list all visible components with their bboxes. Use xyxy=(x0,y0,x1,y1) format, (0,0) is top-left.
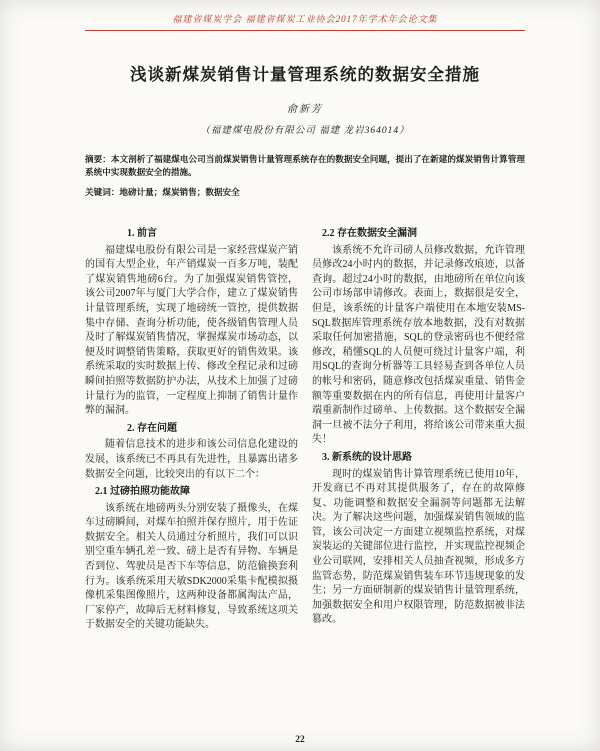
author-name: 俞新芳 xyxy=(287,104,323,115)
abstract-block xyxy=(85,153,525,179)
subsection-heading-security-hole: 2.2 存在数据安全漏洞 xyxy=(322,228,417,239)
paragraph-security-hole: 该系统不允许司磅人员修改数据，允许管理员修改24小时内的数据，并记录修改痕迹，以备查询。超过24小时的数据，由地磅所在单位向该公司市场部申请修改。表面上，数据很是安全，但是，该系统的计量客户端使用在本地安装MS-SQL数据库管理系统存放本地数据，没有对数据采取任何加密措施，SQL的登录密码也不便经常修改，稍懂SQL的人员便可绕过计量客户端，利用SQL的查询分析器等工具轻易查到各单位人员的帐号和密码，随意修改包括煤炭重量、销售金额等重要数据在内的所有信息，再使用计量客户端重新制作过磅单、上传数据。这个数据安全漏洞一旦被不法分子利用，将给该公司带来重大损失！ xyxy=(312,244,525,446)
paragraph-intro: 福建煤电股份有限公司是一家经营煤炭产销的国有大型企业，年产销煤炭一百多万吨，装配了煤炭销售地磅6台。为了加强煤炭销售管控，该公司2007年与厦门大学合作，建立了煤炭销售计量管理系统，实现了地磅统一管控，提供数据集中存储、查询分析功能，使各级销售管理人员及时了解煤炭销售情况，掌握煤炭市场动态，以便及时调整销售策略，获取更好的销售效果。该系统采取的实时数据上传、修改全程记录和过磅瞬间拍照等数据防护办法，从技术上加强了过磅计量行为的监管，一定程度上抑制了销售计量作弊的漏洞。 xyxy=(85,244,298,417)
left-column xyxy=(85,224,298,633)
paragraph-photo-fault: 该系统在地磅两头分别安装了摄像头，在煤车过磅瞬间，对煤车拍照并保存照片，用于佐证数据安全。相关人员通过分析照片，我们可以识别空重车辆孔差一致、磅上是否有异物、车辆是否到位、驾驶员是否下车等信息，防范偷换套利行为。该系统采用天敏SDK2000采集卡配模拟摄像机采集图像照片，这两种设备都属淘汰产品，厂家停产，故障后无材料修复，导致系统这项关于数据安全的关键功能缺失。 xyxy=(85,502,298,631)
body-columns xyxy=(85,224,525,633)
abstract-text: 本文剖析了福建煤电公司当前煤炭销售计量管理系统存在的数据安全问题，提出了在新建的煤炭销售计算管理系统中实现数据安全的措施。 xyxy=(85,154,525,177)
right-column xyxy=(312,224,525,633)
paper-title: 浅谈新煤炭销售计量管理系统的数据安全措施 xyxy=(130,65,480,84)
keywords-block xyxy=(85,186,525,198)
page-number: 22 xyxy=(295,735,305,745)
section-heading-problems: 2. 存在问题 xyxy=(127,422,177,434)
paragraph-problems: 随着信息技术的进步和该公司信息化建设的发展，该系统已不再具有先进性，且暴露出诸多数据安全问题，比较突出的有以下二个： xyxy=(85,439,298,480)
section-heading-intro: 1. 前言 xyxy=(127,228,157,239)
header-rule xyxy=(85,30,525,31)
keywords-text: 地磅计量；煤炭销售；数据安全 xyxy=(119,187,240,197)
keywords-label: 关键词： xyxy=(85,187,120,197)
journal-header: 福建省煤炭学会 福建省煤炭工业协会2017年学术年会论文集 xyxy=(172,14,438,24)
paragraph-new-system-design: 现时的煤炭销售计算管理系统已使用10年，开发商已不再对其提供服务了，存在的故障修复、功能调整和数据安全漏洞等问题都无法解决。为了解决这些问题，加强煤炭销售领域的监管，该公司决定一方面建立视频监控系统，对煤炭装运的关键部位进行监控，并实现监控视频企业公司联网，安排相关人员抽查视频，形成多方监管态势，防范煤炭销售装车环节违规现象的发生；另一方面研制新的煤炭销售计量管理系统，加强数据安全和用户权限管理，防范数据被非法篡改。 xyxy=(312,468,525,626)
subsection-heading-photo-fault: 2.1 过磅拍照功能故障 xyxy=(95,486,190,498)
affiliation: （福建煤电股份有限公司 福建 龙岩364014） xyxy=(200,126,410,136)
abstract-label: 摘要： xyxy=(85,154,111,164)
section-heading-new-system-design: 3. 新系统的设计思路 xyxy=(322,451,412,463)
